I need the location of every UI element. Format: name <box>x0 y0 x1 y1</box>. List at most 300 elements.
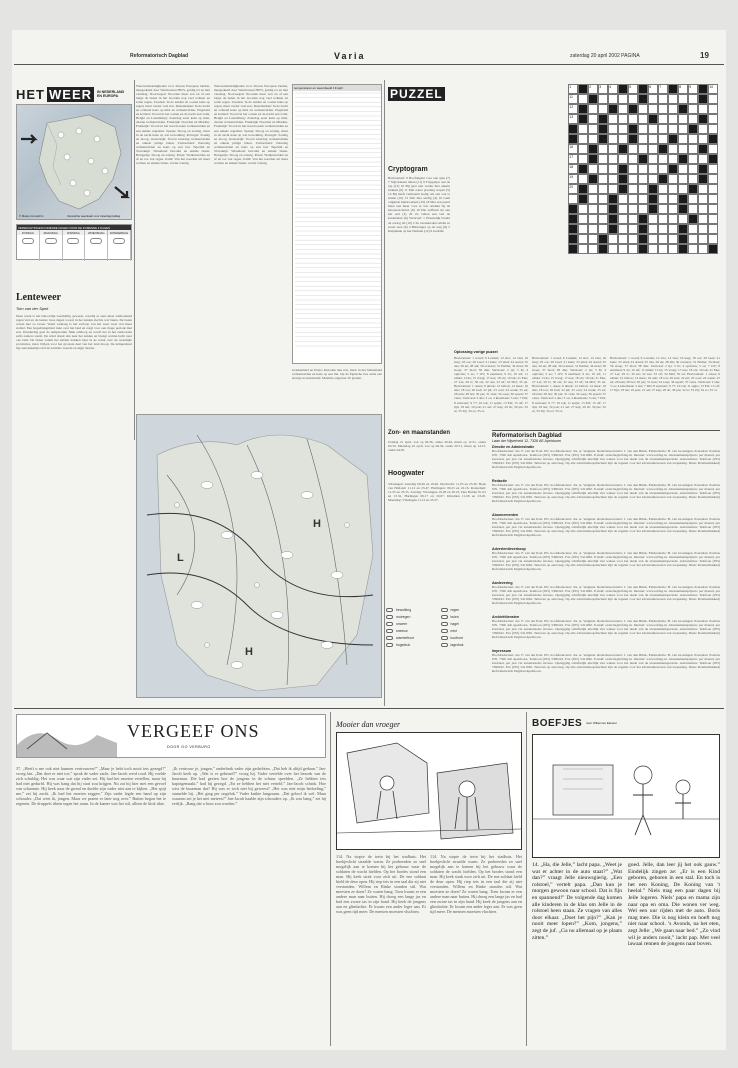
crossword-cell[interactable] <box>618 94 628 104</box>
crossword-block <box>568 134 578 144</box>
crossword-grid-wrapper <box>568 84 720 256</box>
boefjes-comic-drawing <box>533 735 719 857</box>
crossword-cell[interactable]: 2 <box>588 84 598 94</box>
legend-symbol-icon <box>441 622 448 626</box>
crossword-cell[interactable] <box>658 154 668 164</box>
crossword-cell[interactable] <box>628 114 638 124</box>
crossword-block <box>648 114 658 124</box>
crossword-cell[interactable] <box>688 204 698 214</box>
column-rule-2 <box>384 80 385 706</box>
crossword-block <box>578 194 588 204</box>
crossword-block <box>568 244 578 254</box>
colophon-title: Reformatorisch Dagblad <box>492 433 562 439</box>
crossword-cell[interactable] <box>648 244 658 254</box>
sun-moon-title: Zon- en maanstanden <box>388 430 451 436</box>
legend-symbol-icon <box>441 643 448 647</box>
crossword-cell[interactable] <box>688 114 698 124</box>
crossword-cell[interactable] <box>618 194 628 204</box>
legend-item: sneeuw <box>386 627 438 634</box>
crossword-cell[interactable] <box>698 104 708 114</box>
crossword-cell[interactable] <box>578 154 588 164</box>
crossword-cell[interactable] <box>608 114 618 124</box>
crossword-cell[interactable] <box>608 234 618 244</box>
crossword-cell[interactable] <box>598 214 608 224</box>
crossword-cell[interactable] <box>648 234 658 244</box>
crossword-cell[interactable] <box>588 194 598 204</box>
crossword-cell[interactable] <box>638 184 648 194</box>
crossword-block <box>628 104 638 114</box>
crossword-cell[interactable] <box>618 244 628 254</box>
crossword-block <box>648 184 658 194</box>
crossword-cell[interactable] <box>668 104 678 114</box>
newspaper-page <box>12 30 726 1050</box>
colophon-sections <box>492 445 720 681</box>
crossword-cell[interactable] <box>648 134 658 144</box>
crossword-cell[interactable] <box>658 94 668 104</box>
crossword-block <box>578 104 588 114</box>
crossword-cell[interactable] <box>598 144 608 154</box>
crossword-cell[interactable] <box>698 214 708 224</box>
crossword-block <box>698 114 708 124</box>
crossword-cell[interactable] <box>618 214 628 224</box>
crossword-block <box>678 194 688 204</box>
europe-weather-col2: Weersomstandigheden voor diverse Europese landen, meegedeeld door Weerbureau HWS, geldig tot en met vandaag. Noorwegen: Noorden meer zon en af een lange de buien in het noorden nog veel wolken en soms regen. Zweden: In de zuiden en oosten kans op regen, maar verder veel zon. Denemarken: In de nacht en ochtend kans op mist en wolkenvelden. Engeland en Ierland: Vooral in het oosten en de nacht een wolk. België en Luxemburg: Zaterdag eerst kans op mist, daarna wolkenvelden. Frankrijk: Noorden en Midden-Frankrijk: Vooral in het noordoosten wolkenvelden en een enkele regenbui. Spanje: Droog en zonnig, maar in de nacht kans op wat bewolking. Portugal: Zonnig en droog. Oostenrijk: Vooral zaterdag wolkenvelden en enkele pittige buien. Zwitserland: Zaterdag wolkenvelden en kans op een bui. Tsjechië en Slowakije: Wisselend bewolkt en enkele buien. Hongarije: Droog en zonnig. Polen: Wolkenvelden en af en toe wat regen. Italië: Van het noorden uit meer wolken en enkele buien, verder zonnig. <box>214 84 288 165</box>
crossword-cell[interactable] <box>628 204 638 214</box>
crossword-cell[interactable] <box>618 234 628 244</box>
europe-map-graphic <box>137 415 383 699</box>
crossword-grid[interactable] <box>568 84 720 254</box>
crossword-cell[interactable] <box>588 104 598 114</box>
boefjes-header <box>532 714 720 732</box>
crossword-cell[interactable]: 17 <box>568 154 578 164</box>
crossword-cell[interactable] <box>688 134 698 144</box>
article-body-cont <box>16 434 132 436</box>
mooier-comic-drawing <box>337 733 521 849</box>
crossword-cell[interactable] <box>688 164 698 174</box>
crossword-cell[interactable] <box>688 224 698 234</box>
crossword-cell[interactable] <box>628 214 638 224</box>
crossword-cell[interactable] <box>688 144 698 154</box>
crossword-cell[interactable] <box>588 234 598 244</box>
legend-item: motregen <box>386 613 438 620</box>
article-title: Lenteweer <box>16 292 61 303</box>
puzzle-clues: Horizontaal: 9 Hoofdagent voor een spin (7) 7 Stijl kansen tellen (11) 9 Trappetjes aan de top (13) 10 Bij gaat niet verder met enkele trekken (6) 11 Mal zoute prachtig wapen (5) 14 Bij heeft vermaand nodig om een wat te zetten (10) 15 Stilt met aardig (4) 16 Gem originele kunstwerken (10) 18 Met een paard maar een meer voor te wat ontdekt bij de kloosterscholen (9) 19 Die zelfbeid als aan het oud (3) 20 Ze vallen een van de kostenlaan (6) Verticaal: 1 Plaatselijk breekt de oorlog uit (10) 2 Ze veranderden omdat ze zoner aten (6) 4 Bikvanger op de weg (6) 5 Knipmaak op het Damrak (12) 6 Gedrild. <box>388 176 450 233</box>
crossword-cell[interactable] <box>588 184 598 194</box>
crossword-cell[interactable] <box>638 104 648 114</box>
legend-item: bewolking <box>386 606 438 613</box>
crossword-cell[interactable] <box>598 174 608 184</box>
crossword-cell[interactable]: 20 <box>568 184 578 194</box>
europe-weather-col1: Weersomstandigheden voor diverse Europese landen, meegedeeld door Weerbureau HWS, geldig tot en met vandaag. Noorwegen: Noorden meer zon en af een lange de buien in het noorden nog veel wolken en soms regen. Zweden: In de zuiden en oosten kans op regen, maar verder veel zon. Denemarken: In de nacht en ochtend kans op mist en wolkenvelden. Engeland en Ierland: Vooral in het oosten en de nacht een wolk. België en Luxemburg: Zaterdag eerst kans op mist, daarna wolkenvelden. Frankrijk: Noorden en Midden-Frankrijk: Vooral in het noordoosten wolkenvelden en een enkele regenbui. Spanje: Droog en zonnig, maar in de nacht kans op wat bewolking. Portugal: Zonnig en droog. Oostenrijk: Vooral zaterdag wolkenvelden en enkele pittige buien. Zwitserland: Zaterdag wolkenvelden en kans op een bui. Tsjechië en Slowakije: Wisselend bewolkt en enkele buien. Hongarije: Droog en zonnig. Polen: Wolkenvelden en af en toe wat regen. Italië: Van het noorden uit meer wolken en enkele buien, verder zonnig. <box>136 84 210 165</box>
legend-item: koufront <box>441 634 493 641</box>
forecast-strip <box>16 224 132 260</box>
crossword-cell[interactable] <box>578 124 588 134</box>
crossword-cell[interactable] <box>638 114 648 124</box>
crossword-cell[interactable]: 1 <box>568 84 578 94</box>
crossword-cell[interactable] <box>658 234 668 244</box>
crossword-cell[interactable] <box>598 154 608 164</box>
crossword-block <box>618 174 628 184</box>
crossword-cell[interactable] <box>628 234 638 244</box>
crossword-cell[interactable] <box>688 234 698 244</box>
legend-item: hogedruk <box>386 641 438 648</box>
crossword-cell[interactable] <box>668 124 678 134</box>
crossword-cell[interactable] <box>618 204 628 214</box>
crossword-block <box>678 204 688 214</box>
crossword-cell[interactable] <box>658 124 668 134</box>
crossword-cell[interactable] <box>618 124 628 134</box>
section-rule <box>14 708 724 709</box>
crossword-block <box>698 174 708 184</box>
crossword-cell[interactable] <box>648 224 658 234</box>
legend-item: buien <box>441 613 493 620</box>
boefjes-text-col1: 14. „Ha, die Jelle,” lacht papa. „Weet je wat er achter in de auto staat?” „Wat dan?” vraagt Jelle nieuwsgierig. „Een rolstoel,” vertelt papa. „Dan kun je morgen gewoon naar school. Dat is fijn en spannend!” De volgende dag komen alle kinderen in de klas om Jelle in de rolstoel heen staan. Ze vragen van alles door elkaar. „Doet het pijn?” „Kan je nooit meer lopen?” „Kom, jongens,” zegt de juf. „Ga nu allemaal op je plaats zitten.” <box>532 862 622 941</box>
column-rule-1 <box>134 80 135 440</box>
crossword-cell[interactable] <box>658 134 668 144</box>
cloud-sun-icon <box>67 238 79 244</box>
crossword-cell[interactable] <box>588 204 598 214</box>
article-byline: Tom van der Spek <box>16 306 49 311</box>
crossword-block <box>588 144 598 154</box>
crossword-cell[interactable] <box>638 164 648 174</box>
crossword-cell[interactable] <box>578 204 588 214</box>
boefjes-subtitle: door Willemien Ekester <box>586 721 618 725</box>
crossword-cell[interactable] <box>678 124 688 134</box>
legend-symbol-icon <box>386 622 393 626</box>
forecast-day <box>17 230 40 261</box>
colophon-section-heading: Impressum <box>492 649 512 653</box>
page-number: 19 <box>700 51 709 60</box>
crossword-cell[interactable] <box>648 164 658 174</box>
crossword-cell[interactable] <box>658 164 668 174</box>
crossword-cell[interactable] <box>588 224 598 234</box>
crossword-cell[interactable] <box>678 184 688 194</box>
colophon-section-heading: Directie en Administratie <box>492 445 535 449</box>
crossword-cell[interactable]: 10 <box>708 84 718 94</box>
legend-item: hagel <box>441 620 493 627</box>
crossword-cell[interactable] <box>628 164 638 174</box>
legend-symbol-icon <box>441 629 448 633</box>
crossword-cell[interactable] <box>678 134 688 144</box>
crossword-cell[interactable] <box>638 124 648 134</box>
mooier-header <box>336 714 522 730</box>
crossword-cell[interactable] <box>698 184 708 194</box>
crossword-block <box>698 94 708 104</box>
crossword-block <box>688 214 698 224</box>
crossword-cell[interactable] <box>598 194 608 204</box>
article-body: Deze week is het behoorlijk weerhaftig geweest, waarbij er eens meer aanhoudend regen viel en de laatste twee dagen vooral in het zuiden slechts wat buien. De buien waren niet zo zwaar. Vanaf vandaag is het verloop van het weer weer wat meer stabiel. Een hogedrukgebied trekt over het land en zorgt voor een droge periode met zon. Donderdag gaat de temperatuur flink omhoog en wordt het in het zuidoosten zelfs zomers warm. De wind draait dan naar het zuiden en brengt warme lucht naar ons land. De buien vanuit het zuiden trekken later in de week over de oostelijke provincies, maar blijven voor het grootste deel van het land droog. De temperatuur ligt aanvankelijk rond de normale waarde en stijgt daarna. <box>16 314 132 351</box>
netherlands-map-graphic <box>17 105 133 221</box>
crossword-cell[interactable] <box>698 204 708 214</box>
crossword-cell[interactable] <box>598 94 608 104</box>
crossword-cell[interactable] <box>668 204 678 214</box>
crossword-cell[interactable] <box>578 94 588 104</box>
crossword-cell[interactable] <box>588 114 598 124</box>
crossword-cell[interactable] <box>608 94 618 104</box>
crossword-block <box>568 234 578 244</box>
crossword-cell[interactable] <box>698 234 708 244</box>
crossword-cell[interactable] <box>698 124 708 134</box>
legend-symbol-icon <box>386 615 393 619</box>
crossword-cell[interactable] <box>698 244 708 254</box>
crossword-cell[interactable] <box>578 174 588 184</box>
crossword-cell[interactable] <box>678 164 688 174</box>
temperature-table <box>292 84 382 364</box>
crossword-cell[interactable] <box>708 94 718 104</box>
crossword-cell[interactable] <box>608 154 618 164</box>
crossword-cell[interactable] <box>628 94 638 104</box>
crossword-cell[interactable] <box>688 244 698 254</box>
crossword-cell[interactable] <box>678 214 688 224</box>
crossword-cell[interactable] <box>648 104 658 114</box>
crossword-cell[interactable] <box>578 244 588 254</box>
crossword-cell[interactable] <box>658 204 668 214</box>
crossword-cell[interactable] <box>608 124 618 134</box>
crossword-cell[interactable] <box>618 104 628 114</box>
crossword-cell[interactable] <box>668 114 678 124</box>
crossword-cell[interactable] <box>698 224 708 234</box>
puzzle-title: Cryptogram <box>388 166 428 173</box>
crossword-block <box>588 154 598 164</box>
crossword-cell[interactable] <box>708 164 718 174</box>
crossword-block <box>638 214 648 224</box>
crossword-block <box>648 194 658 204</box>
crossword-block <box>578 84 588 94</box>
crossword-cell[interactable] <box>668 144 678 154</box>
svg-text:L: L <box>177 552 184 564</box>
crossword-cell[interactable] <box>708 104 718 114</box>
crossword-cell[interactable] <box>648 214 658 224</box>
crossword-cell[interactable] <box>638 194 648 204</box>
cloud-sun-icon <box>113 238 125 244</box>
crossword-cell[interactable] <box>618 134 628 144</box>
crossword-cell[interactable] <box>628 194 638 204</box>
crossword-cell[interactable] <box>678 94 688 104</box>
crossword-cell[interactable] <box>708 124 718 134</box>
crossword-cell[interactable]: 6 <box>648 84 658 94</box>
map-credit: © Meteo Consult bv <box>19 214 44 218</box>
crossword-cell[interactable] <box>598 104 608 114</box>
crossword-cell[interactable] <box>658 244 668 254</box>
weather-legend-list <box>386 606 492 648</box>
crossword-cell[interactable] <box>668 214 678 224</box>
crossword-block <box>638 244 648 254</box>
crossword-cell[interactable] <box>688 174 698 184</box>
crossword-cell[interactable] <box>648 94 658 104</box>
crossword-block <box>598 244 608 254</box>
crossword-cell[interactable] <box>588 164 598 174</box>
vergeef-ons-subtitle: DOOR GO VERBURG <box>167 745 211 749</box>
forecast-day <box>63 230 86 261</box>
crossword-cell[interactable] <box>608 134 618 144</box>
crossword-cell[interactable] <box>668 174 678 184</box>
crossword-block <box>698 144 708 154</box>
crossword-block <box>618 184 628 194</box>
tide-title: Hoogwater <box>388 470 425 477</box>
crossword-cell[interactable] <box>648 174 658 184</box>
colophon-section-heading: Redactie <box>492 479 507 483</box>
crossword-cell[interactable] <box>648 144 658 154</box>
crossword-cell[interactable] <box>708 144 718 154</box>
crossword-cell[interactable] <box>658 104 668 114</box>
crossword-cell[interactable] <box>698 134 708 144</box>
weather-legend <box>386 606 492 698</box>
crossword-cell[interactable]: 5 <box>628 84 638 94</box>
crossword-cell[interactable] <box>608 174 618 184</box>
crossword-cell[interactable] <box>608 164 618 174</box>
crossword-cell[interactable] <box>658 184 668 194</box>
crossword-cell[interactable] <box>628 144 638 154</box>
crossword-cell[interactable] <box>668 154 678 164</box>
crossword-cell[interactable] <box>688 94 698 104</box>
puzzle-logo-text: PUZZEL <box>390 87 443 101</box>
crossword-block <box>608 224 618 234</box>
crossword-cell[interactable]: 8 <box>678 84 688 94</box>
crossword-cell[interactable] <box>678 114 688 124</box>
crossword-cell[interactable] <box>708 224 718 234</box>
crossword-cell[interactable]: 11 <box>568 94 578 104</box>
legend-item: lagedruk <box>441 641 493 648</box>
crossword-cell[interactable] <box>618 114 628 124</box>
crossword-cell[interactable] <box>598 204 608 214</box>
cloud-sun-icon <box>45 238 57 244</box>
crossword-cell[interactable]: 18 <box>568 164 578 174</box>
crossword-cell[interactable] <box>578 234 588 244</box>
legend-symbol-icon <box>441 608 448 612</box>
crossword-block <box>648 204 658 214</box>
crossword-cell[interactable] <box>688 194 698 204</box>
crossword-cell[interactable] <box>678 144 688 154</box>
crossword-cell[interactable] <box>578 224 588 234</box>
crossword-block <box>598 234 608 244</box>
crossword-cell[interactable]: 9 <box>688 84 698 94</box>
colophon-section-text: Hoofdredacteur: drs. F. van der Poel. Plv. hoofdredacteur: drs. A. Vergunst. Redactiesecretaris: J. van den Brink. Eindredactie: B. van Groningen. Postadres: Postbus 670, 7300 AR Apeldoorn. Telefoon (055) 5390222. Fax (055) 5411062. E-mail: redactie@refdag.nl. Internet: www.refdag.nl. Abonnementsprijzen: per maand, per kwartaal, per jaar via automatische incasso. Opzegging schriftelijk uiterlijk vier weken voor het einde van de abonnementsperiode. Advertenties: Telefoon (055) 5390222. Fax (055) 5411062. Tarieven op aanvraag. Op alle advertentieopdrachten zijn de regelen voor het advertentiewezen van toepassing. Druk: Rotatiedrukkerij Reformatorisch Dagblad Apeldoorn. <box>492 653 720 674</box>
vergeef-ons-col2: „Ik vertrouw je, jongen,” onderbrak vader zijn gedachten. „Dat heb ik altijd gedaan.” Jan-Jacob keek op. „Wat is er gebeurd?” vroeg hij. Vader vertelde over het bezoek van de buurman. Die had gezien hoe de jongens in de schuur speelden. „Ze hebben iets kapotgemaakt,” had hij gezegd. „En ze hebben het niet verteld.” Jan-Jacob schrok. Hoe wist de buurman dat? Hij was er toch niet bij geweest? „Het was niet mijn bedoeling,” stamelde hij. „Het ging per ongeluk.” Vader knikte langzaam. „Dat geloof ik wel. Maar waarom zei je het niet meteen?” Jan-Jacob haalde zijn schouders op. „Ik was bang,” zei hij eerlijk. „Bang dat u boos zou worden.” <box>172 766 326 806</box>
puzzle-logo <box>388 86 450 102</box>
crossword-cell[interactable]: 13 <box>568 114 578 124</box>
crossword-cell[interactable] <box>628 184 638 194</box>
vergeef-ons-title: VERGEEF ONS <box>127 721 260 741</box>
crossword-cell[interactable] <box>708 194 718 204</box>
crossword-cell[interactable] <box>568 194 578 204</box>
crossword-cell[interactable] <box>628 224 638 234</box>
colophon-section-heading: Abonnementen <box>492 513 519 517</box>
crossword-cell[interactable] <box>708 204 718 214</box>
crossword-cell[interactable] <box>668 184 678 194</box>
crossword-cell[interactable] <box>588 214 598 224</box>
crossword-cell[interactable] <box>678 174 688 184</box>
crossword-cell[interactable] <box>658 114 668 124</box>
crossword-cell[interactable] <box>658 224 668 234</box>
netherlands-weather-map <box>16 104 132 220</box>
crossword-cell[interactable] <box>618 154 628 164</box>
crossword-cell[interactable]: 4 <box>608 84 618 94</box>
colophon-section-text: Hoofdredacteur: drs. F. van der Poel. Plv. hoofdredacteur: drs. A. Vergunst. Redactiesecretaris: J. van den Brink. Eindredactie: B. van Groningen. Postadres: Postbus 670, 7300 AR Apeldoorn. Telefoon (055) 5390222. Fax (055) 5411062. E-mail: redactie@refdag.nl. Internet: www.refdag.nl. Abonnementsprijzen: per maand, per kwartaal, per jaar via automatische incasso. Opzegging schriftelijk uiterlijk vier weken voor het einde van de abonnementsperiode. Advertenties: Telefoon (055) 5390222. Fax (055) 5411062. Tarieven op aanvraag. Op alle advertentieopdrachten zijn de regelen voor het advertentiewezen van toepassing. Druk: Rotatiedrukkerij Reformatorisch Dagblad Apeldoorn. <box>492 619 720 640</box>
crossword-cell[interactable] <box>588 124 598 134</box>
crossword-cell[interactable] <box>618 224 628 234</box>
crossword-cell[interactable] <box>648 124 658 134</box>
header-rule <box>14 64 724 65</box>
crossword-block <box>568 124 578 134</box>
crossword-cell[interactable] <box>598 184 608 194</box>
crossword-cell[interactable] <box>608 144 618 154</box>
crossword-cell[interactable] <box>668 94 678 104</box>
crossword-block <box>608 204 618 214</box>
svg-text:H: H <box>313 518 321 530</box>
crossword-cell[interactable] <box>638 134 648 144</box>
crossword-block <box>638 94 648 104</box>
vergeef-ons-col1: 37. „Heeft u me ook niet kunnen vertrouwen?” „Maar je hebt toch nooit iets gezegd?” vroeg Jan. „Dat doet er niet toe,” sprak de vader zacht. Jan-Jacob werd rood. Hij voelde zich schuldig. Het was waar wat zijn vader zei. Hij had het moeten vertellen, maar hij had niet gedurfd. Hij was bang dat hij straf zou krijgen. Nu zat hij hier met een gevoel van schaamte. Hij keek naar de grond en durfde zijn vader niet aan te kijken. „Het spijt me,” zei hij zacht. „Ik had het moeten zeggen.” Zijn vader legde een hand op zijn schouder. „Dat weet ik, jongen. Maar we praten er later nog over.” Buiten begon het te regenen. De druppels tikten tegen het raam. In de kamer was het stil, alleen de klok tikte. <box>16 766 166 806</box>
crossword-cell[interactable] <box>668 244 678 254</box>
crossword-cell[interactable] <box>638 174 648 184</box>
crossword-cell[interactable] <box>698 194 708 204</box>
crossword-cell[interactable] <box>688 154 698 164</box>
crossword-cell[interactable] <box>598 164 608 174</box>
crossword-block <box>638 84 648 94</box>
crossword-cell[interactable]: 19 <box>568 174 578 184</box>
colophon <box>492 430 720 698</box>
crossword-block <box>568 204 578 214</box>
crossword-cell[interactable] <box>668 224 678 234</box>
crossword-cell[interactable] <box>708 184 718 194</box>
crossword-cell[interactable] <box>598 224 608 234</box>
crossword-cell[interactable] <box>608 244 618 254</box>
crossword-cell[interactable] <box>638 144 648 154</box>
crossword-cell[interactable] <box>628 154 638 164</box>
crossword-cell[interactable] <box>578 144 588 154</box>
crossword-cell[interactable] <box>668 194 678 204</box>
crossword-cell[interactable] <box>698 154 708 164</box>
crossword-block <box>678 234 688 244</box>
crossword-cell[interactable] <box>658 214 668 224</box>
crossword-cell[interactable] <box>628 244 638 254</box>
crossword-cell[interactable]: 3 <box>598 84 608 94</box>
crossword-cell[interactable] <box>588 134 598 144</box>
crossword-cell[interactable] <box>628 174 638 184</box>
solution-col2: Horizontaal: 1 woud; 6 Londen; 12 stro; 14 vies; 16 leeg; 18 oor; 20 Geel; 21 kuur; 23 eind; 24 arend; 25 das; 26 ek; 28 alk; 30 evenaar; 31 Emma; 34 mast; 36 stoep; 37 mod; 38 dier. Verticaal: 2 ijs; 3 lb; 4 opticien; 5 ee; 7 OV; 8 eiermaat; 9 do; 10 tef; 11 uilski; 13 ks; 15 vraag; 17 nee; 18 ols; 19 tak; 21 Eke; 27 Let; 29 lc; 30 eis; 32 aas; 33 slf; 34 MO; 35 tel. Horizontaal: 1 orkes; 6 uitrek; 12 balton; 14 maar; 16 alle; 18 ton; 20 kod; 22 pil; 23 oost; 24 wenk; 25 ed; 26 tuin; 28 bet; 30 pie; 31 stok; 34 soep; 36 speelt; 37 vetes. Verticaal: 2 ahe; 3 oa; 4 kleerhaak; 5 ens; 7 DO; 8 aanvaart; 9 77; 10 tok; 11 spijts; 13 EO; 15 olf; 17 lijn; 18 ten; 19 pok; 21 aal; 27 kap; 29 ab; 30 pte; 32 te; 33 Zij; 34 so; 35 ol. <box>532 356 606 413</box>
crossword-block <box>678 224 688 234</box>
europe-pressure-map <box>136 414 382 698</box>
crossword-block <box>688 184 698 194</box>
crossword-cell[interactable] <box>648 154 658 164</box>
crossword-block <box>668 164 678 174</box>
crossword-cell[interactable] <box>708 174 718 184</box>
crossword-cell[interactable] <box>658 194 668 204</box>
crossword-cell[interactable] <box>688 104 698 114</box>
crossword-cell[interactable] <box>708 114 718 124</box>
crossword-cell[interactable] <box>588 244 598 254</box>
crossword-block <box>658 174 668 184</box>
crossword-cell[interactable]: 7 <box>658 84 668 94</box>
colophon-section-text: Hoofdredacteur: drs. F. van der Poel. Plv. hoofdredacteur: drs. A. Vergunst. Redactiesecretaris: J. van den Brink. Eindredactie: B. van Groningen. Postadres: Postbus 670, 7300 AR Apeldoorn. Telefoon (055) 5390222. Fax (055) 5411062. E-mail: redactie@refdag.nl. Internet: www.refdag.nl. Abonnementsprijzen: per maand, per kwartaal, per jaar via automatische incasso. Opzegging schriftelijk uiterlijk vier weken voor het einde van de abonnementsperiode. Advertenties: Telefoon (055) 5390222. Fax (055) 5411062. Tarieven op aanvraag. Op alle advertentieopdrachten zijn de regelen voor het advertentiewezen van toepassing. Druk: Rotatiedrukkerij Reformatorisch Dagblad Apeldoorn. <box>492 483 720 504</box>
crossword-cell[interactable] <box>578 134 588 144</box>
crossword-cell[interactable] <box>708 214 718 224</box>
crossword-block <box>668 134 678 144</box>
crossword-cell[interactable] <box>638 204 648 214</box>
column-rule-3 <box>330 712 331 1046</box>
crossword-cell[interactable] <box>668 234 678 244</box>
crossword-cell[interactable] <box>608 184 618 194</box>
cloud-sun-icon <box>22 238 34 244</box>
solution-title: Oplossing vorige puzzel <box>454 350 498 354</box>
crossword-cell[interactable] <box>578 214 588 224</box>
crossword-cell[interactable]: 12 <box>568 104 578 114</box>
vergeef-ons-header <box>16 714 326 758</box>
forecast-day-label: DONDERDAG <box>109 230 129 235</box>
crossword-cell[interactable]: 16 <box>568 144 578 154</box>
crossword-cell[interactable] <box>708 234 718 244</box>
weather-logo <box>16 86 132 102</box>
